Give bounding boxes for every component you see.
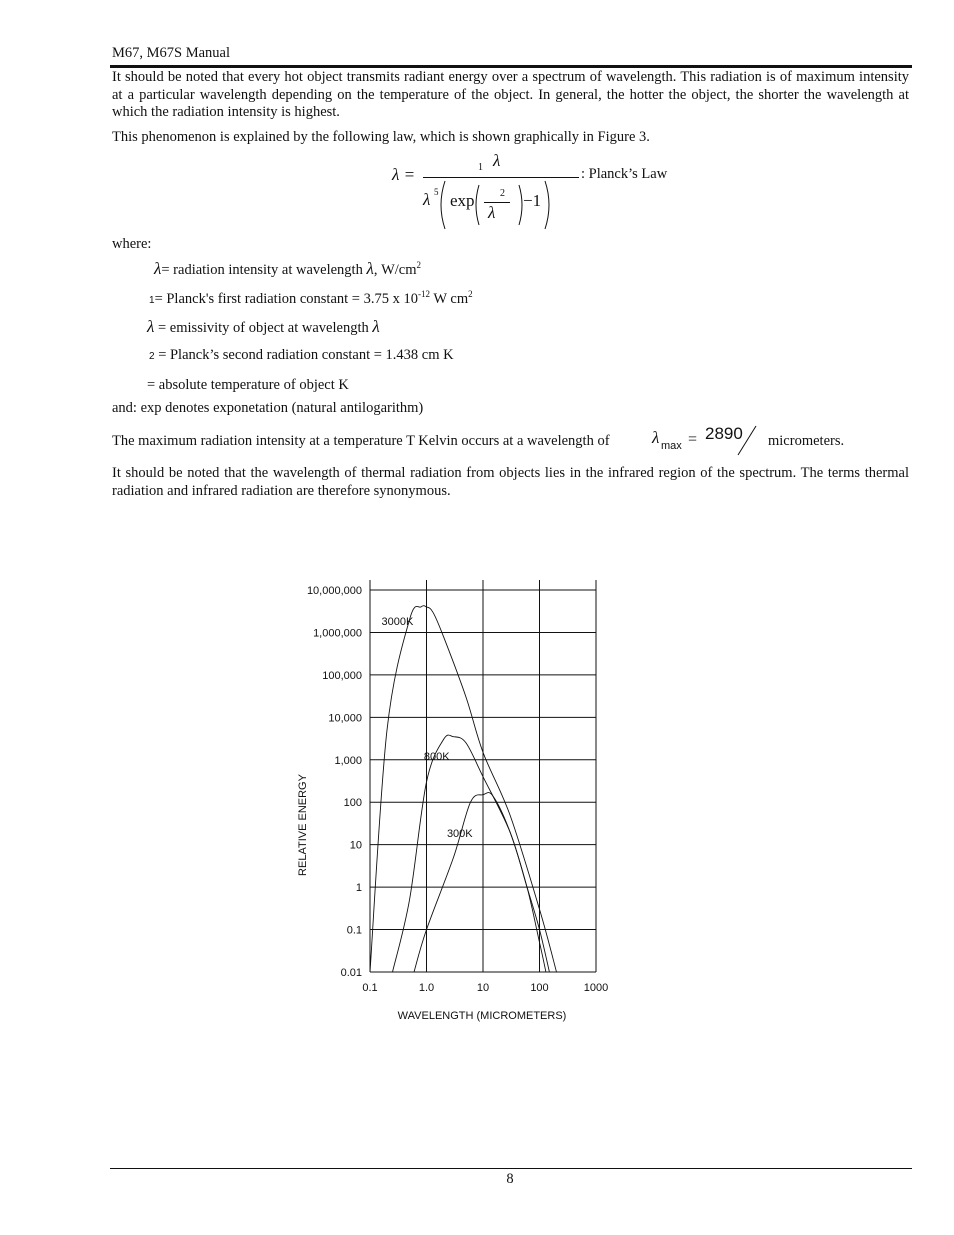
max-wavelength-text: The maximum radiation intensity at a temperature T Kelvin occurs at a wavelength of (112, 433, 610, 449)
where-label: where: (112, 236, 152, 252)
eq-den-exponent: 5 (434, 187, 439, 197)
series-curve-800k (393, 735, 550, 972)
x-tick-label: 10 (476, 982, 490, 994)
x-tick-labels (362, 982, 608, 994)
lambda-max-subscript: max (661, 440, 682, 452)
series-label-3000k: 3000K (381, 615, 414, 628)
y-tick-label: 100 (343, 797, 362, 810)
def-c1-unit: W cm (429, 290, 469, 307)
def-c2-subscript: 2 (149, 351, 155, 362)
y-tick-label: 1 (355, 882, 362, 895)
eq-num-subscript: 1 (478, 162, 483, 173)
eq-label: : Planck’s Law (581, 166, 668, 182)
def-lambda-symbol: λ (154, 259, 162, 278)
def-intensity-text: = radiation intensity at wavelength (161, 262, 367, 278)
y-tick-label: 1,000 (334, 754, 362, 767)
y-tick-labels (307, 585, 362, 979)
footer-rule (110, 1168, 912, 1169)
exp-note: and: exp denotes exponetation (natural antilogarithm) (112, 400, 424, 416)
page-number: 8 (506, 1171, 514, 1187)
y-tick-label: 0.1 (346, 924, 362, 937)
x-tick-label: 0.1 (362, 982, 378, 994)
def-c1-text: = Planck's first radiation constant = 3.75 x 10 (154, 290, 418, 307)
def-c2-text: = Planck’s second radiation constant = 1.438 cm K (154, 347, 454, 363)
y-tick-label: 10,000,000 (306, 585, 362, 597)
y-axis-label: RELATIVE ENERGY (297, 774, 309, 876)
x-tick-label: 100 (530, 982, 549, 994)
series-label-800k: 800K (423, 750, 450, 763)
def-intensity-sup: 2 (416, 260, 422, 271)
y-tick-label: 0.01 (340, 967, 362, 979)
y-tick-label: 1,000,000 (313, 627, 362, 640)
lambda-max-symbol: λ (652, 428, 660, 447)
definition-temperature: = absolute temperature of object K (147, 377, 349, 393)
def-emissivity-lambda: λ (372, 317, 380, 336)
law-intro-paragraph: This phenomenon is explained by the following law, which is shown graphically in Figure 3. (112, 129, 650, 145)
def-c1-subscript: 1 (149, 294, 155, 306)
def-emissivity-text: = emissivity of object at wavelength (154, 320, 373, 336)
def-lambda-symbol-2: λ (366, 259, 374, 278)
y-tick-label: 10,000 (328, 712, 362, 725)
intro-paragraph: It should be noted that every hot object transmits radiant energy over a spectrum of wavelength. This radiation is of maximum intensity at a particular wavelength depending on the temperature of the object. In general, the hotter the object, the shorter the wavelength at which the radiation intensity is highest. (112, 69, 909, 120)
eq-minus-one: −1 (523, 191, 542, 210)
max-wavelength-unit: micrometers. (768, 433, 845, 449)
series-curve-3000k (370, 606, 557, 972)
x-tick-label: 1.0 (418, 982, 435, 994)
chart-series (370, 606, 557, 972)
lambda-max-value: 2890 (705, 424, 743, 443)
def-emissivity-symbol: λ (147, 317, 155, 336)
lambda-max-equals: = (688, 431, 698, 448)
y-tick-label: 100,000 (322, 669, 362, 682)
series-label-300k: 300K (446, 828, 473, 841)
eq-num-lambda: λ (493, 151, 501, 170)
x-axis-label: WAVELENGTH (MICROMETERS) (397, 1010, 567, 1022)
series-labels (382, 616, 474, 840)
page-header: M67, M67S Manual (112, 45, 231, 61)
infrared-paragraph: It should be noted that the wavelength of thermal radiation from objects lies in the infrared region of the spectrum. The terms thermal radiation and infrared radiation are therefore synonymous. (112, 465, 909, 499)
series-curve-300k (414, 793, 546, 972)
eq-inner-numerator: 2 (500, 188, 505, 199)
x-tick-label: 1000 (583, 982, 609, 994)
eq-exp-word: exp (450, 191, 475, 210)
def-c1-sup2: 2 (468, 289, 473, 299)
def-c1-sup: -12 (417, 289, 430, 299)
y-tick-label: 10 (349, 839, 362, 852)
def-intensity-unit: , W/cm (373, 262, 417, 278)
eq-den-lambda: λ (423, 190, 431, 209)
eq-inner-den-lambda: λ (488, 203, 496, 222)
eq-lhs: λ = (392, 165, 416, 184)
